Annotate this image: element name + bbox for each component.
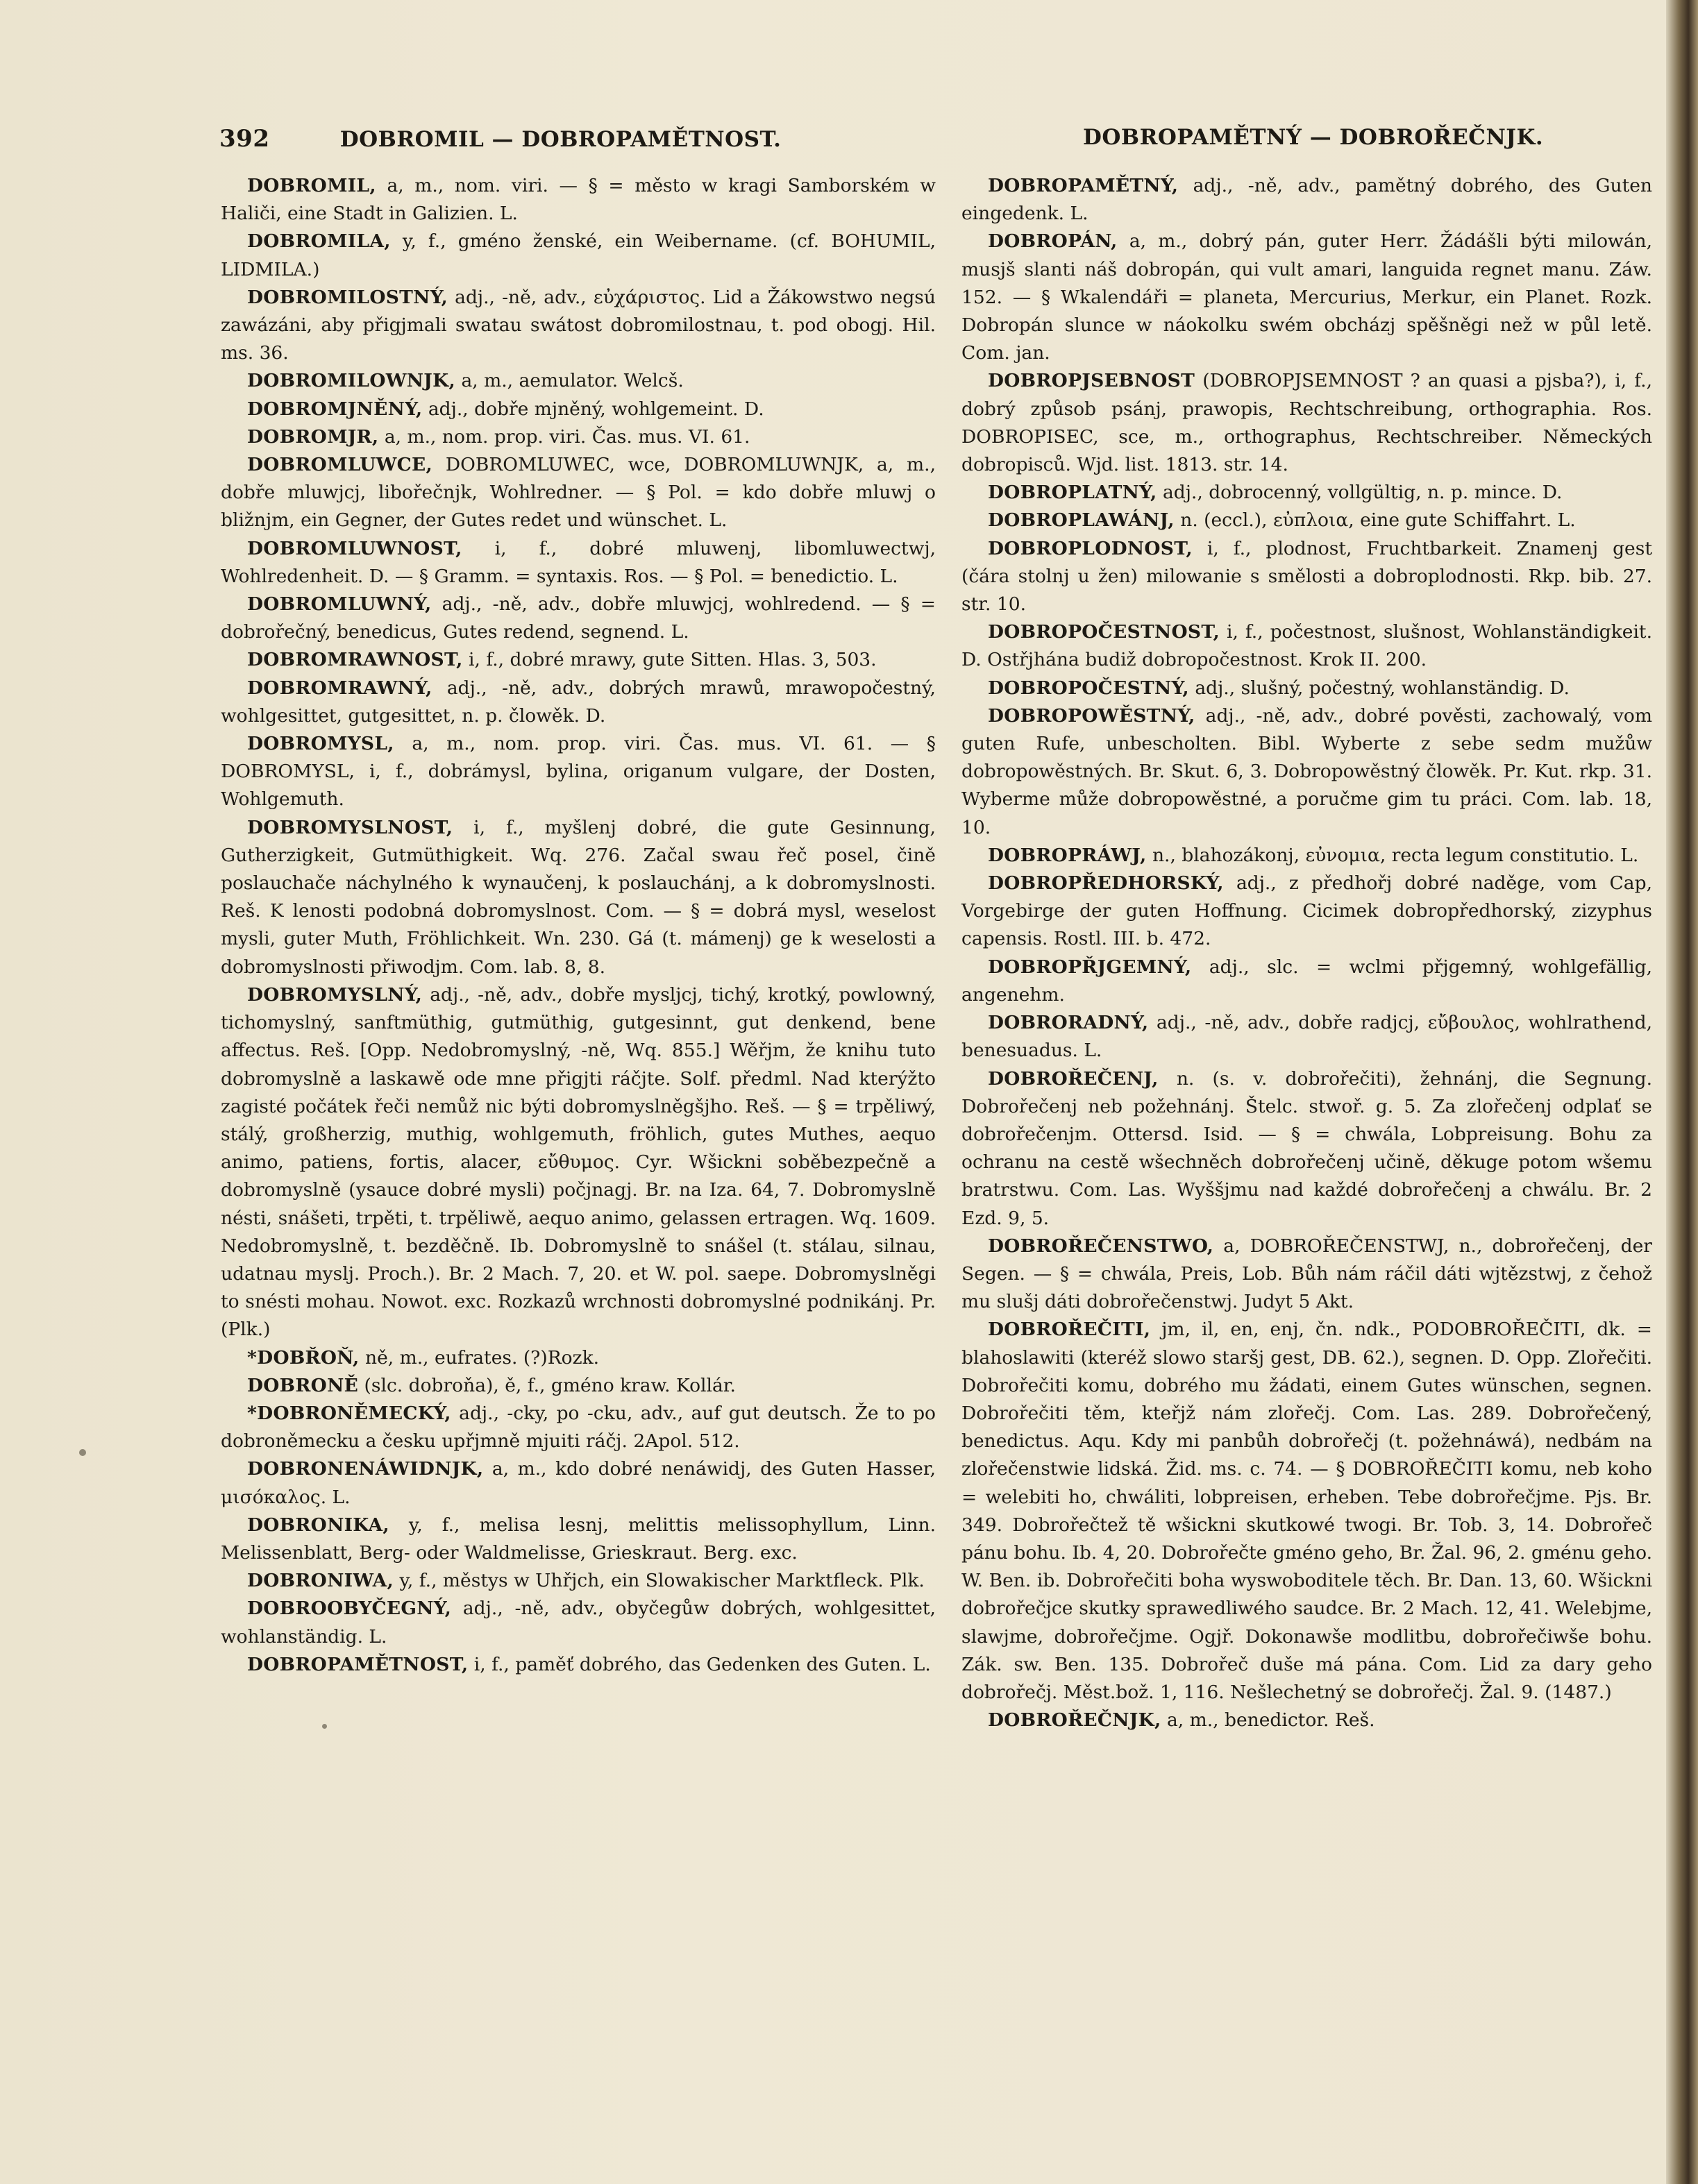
entry-headword: DOBRONIWA, bbox=[247, 1570, 394, 1592]
entry-headword: DOBROMYSLNOST, bbox=[247, 816, 453, 838]
dictionary-entry bbox=[961, 228, 1652, 367]
entry-definition: a, m., kdo dobré nenáwidj, des Guten Hasser, μισόκαλος. L. bbox=[221, 1458, 936, 1508]
entry-definition: adj., dobrocenný, vollgültig, n. p. mince. D. bbox=[1162, 482, 1563, 504]
entry-definition: adj., dobře mjněný, wohlgemeint. D. bbox=[428, 398, 764, 420]
entry-definition: a, m., benedictor. Reš. bbox=[1166, 1709, 1375, 1732]
dictionary-entry bbox=[221, 1595, 936, 1650]
entry-headword: *DOBRONĚMECKÝ, bbox=[247, 1402, 451, 1424]
dictionary-entry bbox=[961, 842, 1652, 870]
entry-definition: i, f., plodnost, Fruchtbarkeit. Znamenj gest (čára stolnj u žen) milowanie s smělosti a dobroplodnosti. Rkp. bib. 27. str. 10. bbox=[961, 537, 1652, 616]
entry-headword: DOBROMLUWNOST, bbox=[247, 537, 462, 559]
entry-headword: DOBROPJSEBNOST bbox=[988, 370, 1195, 392]
entry-headword: DOBROŘEČITI, bbox=[988, 1319, 1151, 1341]
entry-headword: DOBRONIKA, bbox=[247, 1514, 389, 1536]
entry-headword: DOBROPLATNÝ, bbox=[988, 482, 1157, 504]
entry-definition: a, DOBROŘEČENSTWJ, n., dobrořečenj, der Segen. — § = chwála, Preis, Lob. Bůh nám ráčil dáti wjtězstwj, z čehož mu slušj dáti dobrořečenstwj. Judyt 5 Akt. bbox=[961, 1235, 1652, 1313]
entry-definition: i, f., paměť dobrého, das Gedenken des Guten. L. bbox=[473, 1653, 931, 1675]
entry-definition: y, f., melisa lesnj, melittis melissophyllum, Linn. Melissenblatt, Berg- oder Waldmelisse, Grieskraut. Berg. exc. bbox=[221, 1514, 936, 1564]
paper-speck bbox=[79, 1449, 86, 1456]
dictionary-entry bbox=[221, 981, 936, 1344]
book-binding-edge bbox=[1666, 0, 1698, 2184]
entry-headword: DOBROPŘEDHORSKÝ, bbox=[988, 872, 1224, 895]
dictionary-entry bbox=[961, 1009, 1652, 1065]
dictionary-entry bbox=[221, 814, 936, 981]
dictionary-entry bbox=[961, 479, 1652, 507]
dictionary-entry bbox=[221, 675, 936, 730]
entry-definition: adj., -ně, adv., obyčegůw dobrých, wohlgesittet, wohlanständig. L. bbox=[221, 1598, 936, 1648]
dictionary-entry bbox=[961, 675, 1652, 702]
dictionary-entry bbox=[221, 1512, 936, 1567]
entry-headword: DOBROMRAWNÝ, bbox=[247, 677, 432, 699]
entry-definition: DOBROMLUWEC, wce, DOBROMLUWNJK, a, m., dobře mluwjcj, libořečnjk, Wohlredner. — § Pol. = kdo dobře mluwj o bližnjm, ein Gegner, der Gutes redet und wünschet. L. bbox=[221, 454, 936, 532]
entry-headword: DOBROPLODNOST, bbox=[988, 537, 1193, 559]
entry-definition: i, f., dobré mluwenj, libomluwectwj, Wohlredenheit. D. — § Gramm. = syntaxis. Ros. — § Pol. = benedictio. L. bbox=[221, 537, 936, 587]
dictionary-entry bbox=[961, 870, 1652, 954]
entry-definition: a, m., nom. prop. viri. Čas. mus. VI. 61. bbox=[384, 425, 750, 448]
entry-definition: adj., -ně, adv., dobré pověsti, zachowalý, vom guten Rufe, unbescholten. Bibl. Wyberte z sebe sedm mužůw dobropowěstných. Br. Skut. 6, 3. Dobropowěstný člowěk. Pr. Kut. rkp. 31. Wyberme může dobropowěstné, a poručme gim tu práci. Com. lab. 18, 10. bbox=[961, 704, 1652, 838]
dictionary-entry bbox=[961, 1233, 1652, 1317]
entry-definition: a, m., nom. prop. viri. Čas. mus. VI. 61. — § DOBROMYSL, i, f., dobrámysl, bylina, origanum vulgare, der Dosten, Wohlgemuth. bbox=[221, 733, 936, 811]
entry-definition: adj., -ně, adv., dobře mluwjcj, wohlredend. — § = dobrořečný, benedicus, Gutes redend, segnend. L. bbox=[221, 593, 936, 643]
entry-definition: adj., z předhořj dobré naděge, vom Cap, Vorgebirge der guten Hoffnung. Cicimek dobropředhorský, zizyphus capensis. Rostl. III. b. 472. bbox=[961, 872, 1652, 950]
dictionary-entry bbox=[961, 1316, 1652, 1707]
entry-headword: DOBROPŘJGEMNÝ, bbox=[988, 956, 1192, 978]
dictionary-entry bbox=[221, 1372, 936, 1400]
entry-headword: DOBROPOČESTNÝ, bbox=[988, 677, 1189, 699]
entry-definition: adj., -ně, adv., pamětný dobrého, des Guten eingedenk. L. bbox=[961, 175, 1652, 225]
entry-headword: DOBROPRÁWJ, bbox=[988, 844, 1147, 866]
dictionary-entry bbox=[961, 172, 1652, 228]
dictionary-entry bbox=[221, 1455, 936, 1511]
entry-headword: DOBROMYSL, bbox=[247, 733, 394, 755]
entry-headword: DOBROMJR, bbox=[247, 425, 379, 448]
dictionary-entry bbox=[961, 954, 1652, 1009]
entry-headword: DOBROMLUWNÝ, bbox=[247, 593, 432, 616]
dictionary-entry bbox=[961, 618, 1652, 674]
entry-headword: DOBROPÁN, bbox=[988, 230, 1118, 253]
entry-headword: DOBROMLUWCE, bbox=[247, 454, 433, 476]
left-column bbox=[221, 172, 936, 1679]
dictionary-entry bbox=[221, 535, 936, 591]
entry-definition: a, m., nom. viri. — § = město w kragi Samborském w Haliči, eine Stadt in Galizien. L. bbox=[221, 175, 936, 225]
entry-definition: i, f., myšlenj dobré, die gute Gesinnung, Gutherzigkeit, Gutmüthigkeit. Wq. 276. Začal swau řeč posel, čině poslauchače náchylného k wynaučenj, k poslauchánj, a k dobromyslnosti. Reš. K lenosti podobná dobromyslnost. Com. — § = dobrá mysl, weselost mysli, guter Muth, Fröhlichkeit. Wn. 230. Gá (t. mámenj) ge k weselosti a dobromyslnosti přiwodjm. Com. lab. 8, 8. bbox=[221, 816, 936, 978]
dictionary-entry bbox=[221, 1651, 936, 1679]
dictionary-entry bbox=[221, 1400, 936, 1455]
dictionary-entry bbox=[961, 1707, 1652, 1734]
entry-definition: (DOBROPJSEMNOST ? an quasi a pjsba?), i, f., dobrý způsob psánj, prawopis, Rechtschreibung, orthographia. Ros. DOBROPISEC, sce, m., orthographus, Rechtschreiber. Německých dobropisců. Wjd. list. 1813. str. 14. bbox=[961, 370, 1652, 476]
entry-definition: n., blahozákonj, εὐνομια, recta legum constitutio. L. bbox=[1152, 844, 1639, 866]
dictionary-entry bbox=[221, 591, 936, 646]
entry-definition: ně, m., eufrates. (?)Rozk. bbox=[365, 1346, 600, 1369]
entry-headword: DOBROŘEČENSTWO, bbox=[988, 1235, 1214, 1257]
dictionary-entry bbox=[961, 367, 1652, 479]
right-column bbox=[961, 172, 1652, 1734]
entry-headword: DOBROOBYČEGNÝ, bbox=[247, 1598, 452, 1620]
entry-definition: adj., slušný, počestný, wohlanständig. D. bbox=[1195, 677, 1570, 699]
entry-headword: DOBROMRAWNOST, bbox=[247, 649, 463, 671]
dictionary-entry bbox=[961, 702, 1652, 842]
right-running-header bbox=[1083, 125, 1543, 150]
entry-headword: DOBROMIL, bbox=[247, 175, 376, 196]
dictionary-entry bbox=[221, 367, 936, 395]
entry-headword: DOBROPAMĚTNOST, bbox=[247, 1653, 469, 1675]
dictionary-entry bbox=[221, 1567, 936, 1595]
entry-headword: DOBROŘEČENJ, bbox=[988, 1067, 1159, 1090]
dictionary-entry bbox=[221, 423, 936, 451]
entry-definition: adj., -ně, adv., dobrých mrawů, mrawopočestný, wohlgesittet, gutgesittet, n. p. člowěk. D. bbox=[221, 677, 936, 727]
entry-headword: DOBROŘEČNJK, bbox=[988, 1709, 1161, 1732]
entry-headword: DOBROPLAWÁNJ, bbox=[988, 509, 1175, 532]
dictionary-entry bbox=[221, 396, 936, 423]
entry-headword: DOBRONENÁWIDNJK, bbox=[247, 1458, 484, 1480]
entry-definition: i, f., dobré mrawy, gute Sitten. Hlas. 3, 503. bbox=[469, 649, 877, 671]
entry-definition: y, f., gméno ženské, ein Weibername. (cf. BOHUMIL, LIDMILA.) bbox=[221, 230, 936, 280]
entry-headword: *DOBŘOŇ, bbox=[247, 1346, 360, 1369]
dictionary-entry bbox=[961, 507, 1652, 534]
entry-headword: DOBROMILOSTNÝ, bbox=[247, 286, 448, 308]
entry-headword: DOBRORADNÝ, bbox=[988, 1012, 1149, 1034]
dictionary-entry bbox=[961, 535, 1652, 619]
entry-headword: DOBROPOČESTNOST, bbox=[988, 621, 1220, 643]
entry-definition: n. (s. v. dobrořečiti), žehnánj, die Segnung. Dobrořečenj neb požehnánj. Štelc. stwoř. g. 5. Za zlořečenj odplať se dobrořečenjm. Ottersd. Isid. — § = chwála, Lobpreisung. Bohu za ochranu na cestě wšechněch dobrořečenj učině, děkuge potom wšemu bratrstwu. Com. Las. Wyššjmu nad každé dobrořečenj a chwálu. Br. 2 Ezd. 9, 5. bbox=[961, 1067, 1652, 1229]
entry-definition: adj., -cky, po -cku, adv., auf gut deutsch. Že to po dobroněmecku a česku upřjmně mjuiti ráčj. 2Apol. 512. bbox=[221, 1402, 936, 1453]
entry-headword: DOBRONĚ bbox=[247, 1374, 359, 1396]
entry-headword: DOBROPAMĚTNÝ, bbox=[988, 175, 1179, 196]
entry-headword: DOBROMJNĚNÝ, bbox=[247, 398, 423, 420]
dictionary-entry bbox=[221, 172, 936, 228]
entry-headword: DOBROMILOWNJK, bbox=[247, 370, 455, 392]
dictionary-entry bbox=[221, 451, 936, 535]
dictionary-entry bbox=[221, 646, 936, 674]
entry-headword: DOBROMILA, bbox=[247, 230, 391, 253]
entry-definition: (slc. dobroňa), ě, f., gméno kraw. Kollár. bbox=[364, 1374, 736, 1396]
entry-definition: adj., -ně, adv., εὐχάριστος. Lid a Žákowstwo negsú zawázáni, aby přigjmali swatau swátost dobromilostnau, t. pod obogj. Hil. ms. 36. bbox=[221, 286, 936, 364]
entry-headword: DOBROMYSLNÝ, bbox=[247, 983, 423, 1006]
page-number: 392 bbox=[219, 125, 270, 153]
entry-definition: i, f., počestnost, slušnost, Wohlanständigkeit. D. Ostřjhána budiž dobropočestnost. Krok II. 200. bbox=[961, 621, 1652, 671]
dictionary-entry bbox=[221, 1344, 936, 1372]
dictionary-entry bbox=[221, 284, 936, 368]
entry-definition: adj., -ně, adv., dobře radjcj, εὔβουλος, wohlrathend, benesuadus. L. bbox=[961, 1012, 1652, 1062]
entry-definition: n. (eccl.), εὐπλοια, eine gute Schiffahrt. L. bbox=[1180, 509, 1576, 532]
entry-definition: adj., -ně, adv., dobře mysljcj, tichý, krotký, powlowný, tichomyslný, sanftmüthig, gutmüthig, gutgesinnt, gut denkend, bene affectus. Reš. [Opp. Nedobromyslný, -ně, Wq. 855.] Wěřjm, že knihu tuto dobromyslně a laskawě ode mne přigjti ráčjte. Solf. předml. Nad kterýžto zagisté počátek řeči nemůž nic býti dobromyslněgšjho. Reš. — § = trpěliwý, stálý, großherzig, muthig, wohlgemuth, fröhlich, gutes Muthes, aequo animo, patiens, fortis, alacer, εὔθυμος. Cyr. Wšickni soběbezpečně a dobromyslně (ysauce dobré mysli) počjnagj. Br. na Iza. 64, 7. Dobromyslně nésti, snášeti, trpěti, t. trpěliwě, aequo animo, gelassen ertragen. Wq. 1609. Nedobromyslně, t. bezděčně. Ib. Dobromyslně to snášel (t. stálau, silnau, udatnau myslj. Proch.). Br. 2 Mach. 7, 20. et W. pol. saepe. Dobromyslněgi to snésti mohau. Nowot. exc. Rozkazů wrchnosti dobromyslné podnikánj. Pr. (Plk.) bbox=[221, 983, 936, 1341]
dictionary-entry bbox=[961, 1065, 1652, 1233]
dictionary-entry bbox=[221, 228, 936, 283]
entry-definition: adj., slc. = wclmi přjgemný, wohlgefällig, angenehm. bbox=[961, 956, 1652, 1006]
right-header-title: DOBROPAMĚTNÝ — DOBROŘEČNJK. bbox=[1083, 125, 1544, 150]
dictionary-entry bbox=[221, 730, 936, 814]
entry-headword: DOBROPOWĚSTNÝ, bbox=[988, 704, 1195, 727]
entry-definition: a, m., dobrý pán, guter Herr. Žádášli býti milowán, musjš slanti náš dobropán, qui vult amari, languida regnet manu. Záw. 152. — § Wkalendáři = planeta, Mercurius, Merkur, ein Planet. Rozk. Dobropán slunce w náokolku swém obcházj spěšněgi než w půl letě. Com. jan. bbox=[961, 230, 1652, 364]
entry-definition: jm, il, en, enj, čn. ndk., PODOBROŘEČITI, dk. = blahoslawiti (kteréž slowo staršj gest, DB. 62.), segnen. D. Opp. Zlořečiti. Dobrořečiti komu, dobrého mu žádati, einem Gutes wünschen, segnen. Dobrořečiti těm, kteřjž nám zlořečj. Com. Las. 289. Dobrořečený, benedictus. Aqu. Kdy mi panbůh dobrořečj (t. požehnáwá), nedbám na zlořečenstwie lidská. Žid. ms. c. 74. — § DOBROŘEČITI komu, neb koho = welebiti ho, chwáliti, lobpreisen, erheben. Tebe dobrořečjme. Pjs. Br. 349. Dobrořečtež tě wšickni skutkowé twogi. Br. Tob. 3, 14. Dobrořeč pánu bohu. Ib. 4, 20. Dobrořečte gméno geho, Br. Žal. 96, 2. gménu geho. W. Ben. ib. Dobrořečiti boha wyswoboditele těch. Br. Dan. 13, 60. Wšickni dobrořečjce skutky sprawedliwého saudce. Br. 2 Mach. 12, 41. Welebjme, slawjme, dobrořečjme. Ogjř. Dokonawše modlitbu, dobrořečiwše bohu. Zák. sw. Ben. 135. Dobrořeč duše má pána. Com. Lid za dary geho dobrořečj. Měst.bož. 1, 116. Nešlechetný se dobrořečj. Žal. 9. (1487.) bbox=[961, 1319, 1652, 1703]
paper-speck bbox=[322, 1724, 327, 1729]
left-header-title: DOBROMIL — DOBROPAMĚTNOST. bbox=[339, 127, 782, 152]
left-running-header bbox=[219, 125, 781, 153]
entry-definition: y, f., městys w Uhřjch, ein Slowakischer Marktfleck. Plk. bbox=[399, 1570, 925, 1592]
entry-definition: a, m., aemulator. Welcš. bbox=[461, 370, 684, 392]
